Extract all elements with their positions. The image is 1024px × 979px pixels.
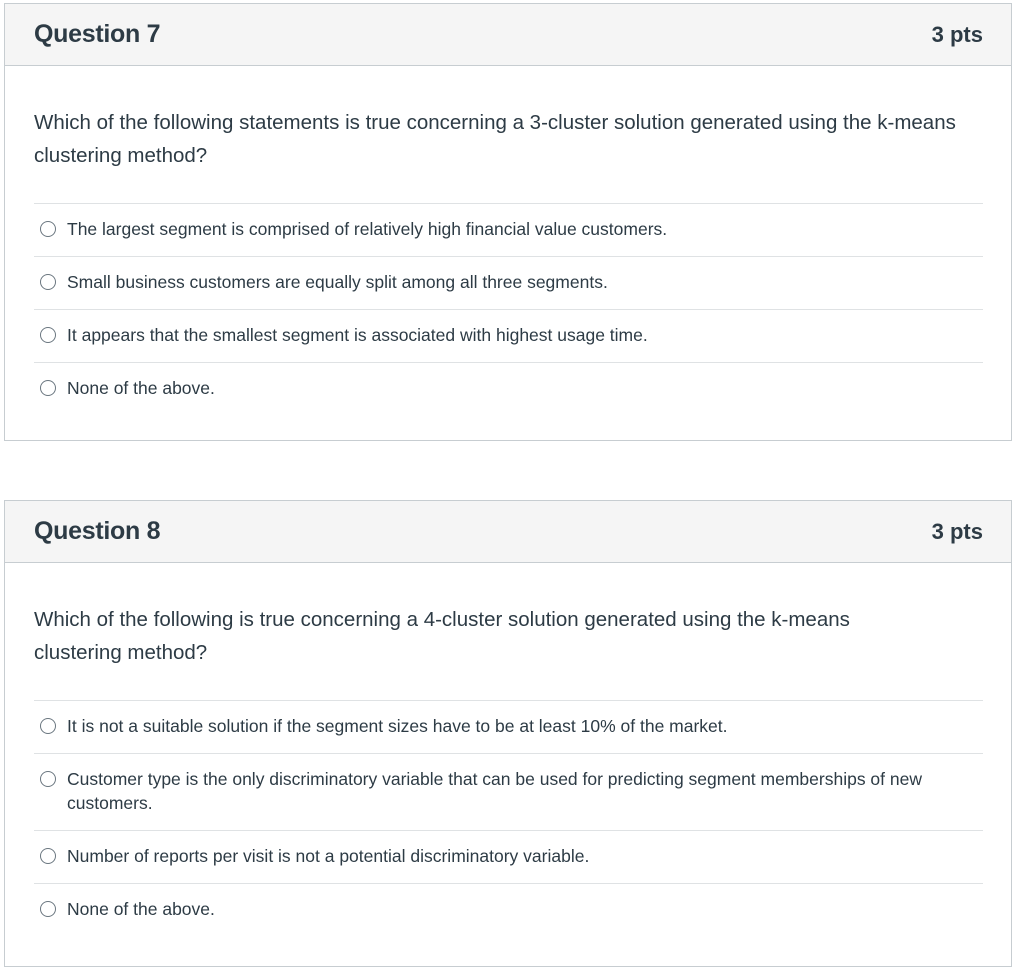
radio-button[interactable] bbox=[40, 848, 56, 864]
radio-button[interactable] bbox=[40, 380, 56, 396]
radio-button[interactable] bbox=[40, 274, 56, 290]
answer-option[interactable] bbox=[34, 257, 983, 310]
question-text: Which of the following statements is true concerning a 3-cluster solution generated using the k-means clustering method? bbox=[34, 111, 956, 167]
answer-option[interactable] bbox=[34, 754, 983, 831]
question-body bbox=[5, 563, 1011, 936]
answer-label: The largest segment is comprised of relatively high financial value customers. bbox=[67, 219, 668, 239]
answer-label: None of the above. bbox=[67, 378, 215, 398]
answer-option[interactable] bbox=[34, 310, 983, 363]
radio-button[interactable] bbox=[40, 771, 56, 787]
answer-list bbox=[34, 203, 983, 415]
answer-label: Small business customers are equally split among all three segments. bbox=[67, 272, 608, 292]
question-title: Question 7 bbox=[34, 20, 161, 48]
question-body bbox=[5, 66, 1011, 415]
answer-label: Customer type is the only discriminatory variable that can be used for predicting segment memberships of new customers. bbox=[67, 769, 922, 813]
question-title: Question 8 bbox=[34, 517, 161, 545]
question-8-card bbox=[4, 500, 1012, 967]
question-points: 3 pts bbox=[931, 518, 983, 544]
answer-option[interactable] bbox=[34, 884, 983, 936]
answer-label: It appears that the smallest segment is associated with highest usage time. bbox=[67, 325, 648, 345]
answer-option[interactable] bbox=[34, 701, 983, 754]
question-points: 3 pts bbox=[931, 21, 983, 47]
radio-button[interactable] bbox=[40, 718, 56, 734]
question-header bbox=[5, 4, 1011, 66]
answer-option[interactable] bbox=[34, 204, 983, 257]
answer-label: It is not a suitable solution if the segment sizes have to be at least 10% of the market. bbox=[67, 716, 728, 736]
question-header bbox=[5, 501, 1011, 563]
answer-label: Number of reports per visit is not a potential discriminatory variable. bbox=[67, 846, 590, 866]
answer-option[interactable] bbox=[34, 363, 983, 415]
answer-label: None of the above. bbox=[67, 899, 215, 919]
answer-option[interactable] bbox=[34, 831, 983, 884]
radio-button[interactable] bbox=[40, 221, 56, 237]
radio-button[interactable] bbox=[40, 327, 56, 343]
question-7-card bbox=[4, 3, 1012, 441]
question-text: Which of the following is true concerning a 4-cluster solution generated using the k-means clustering method? bbox=[34, 608, 850, 664]
answer-list bbox=[34, 700, 983, 936]
radio-button[interactable] bbox=[40, 901, 56, 917]
